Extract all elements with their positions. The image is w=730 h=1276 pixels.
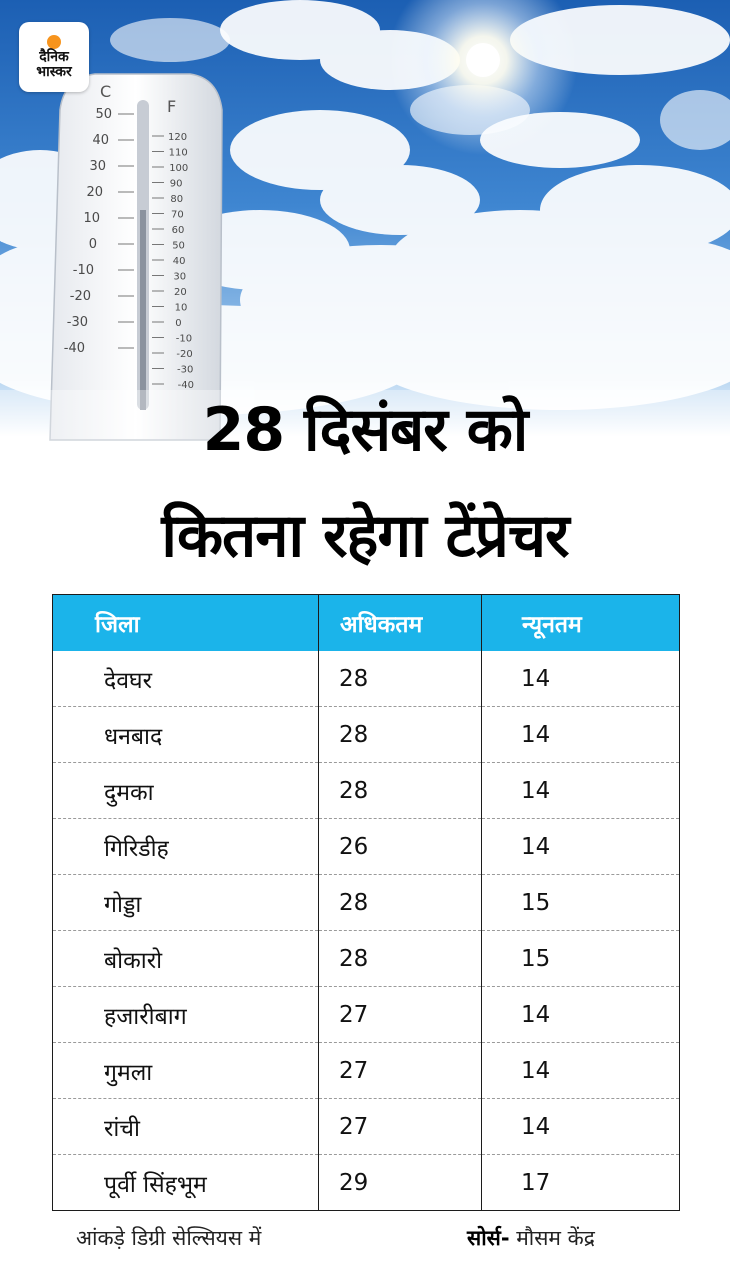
table-row <box>53 651 680 707</box>
min-temp-cell: 14 <box>482 763 680 819</box>
min-temp-cell: 14 <box>482 707 680 763</box>
table-row <box>53 1155 680 1211</box>
min-temp-cell: 15 <box>482 931 680 987</box>
temperature-table <box>52 594 680 1211</box>
table-row <box>53 707 680 763</box>
logo-line2: भास्कर <box>36 63 72 80</box>
fahrenheit-tick-label: -20 <box>176 349 193 360</box>
min-temp-cell: 14 <box>482 819 680 875</box>
headline-line1: 28 दिसंबर को <box>202 395 528 465</box>
celsius-tick-label: -30 <box>66 315 88 330</box>
max-temp-cell: 28 <box>319 707 482 763</box>
max-temp-cell: 28 <box>319 651 482 707</box>
district-cell: बोकारो <box>53 931 319 987</box>
fahrenheit-tick-label: 90 <box>169 178 183 190</box>
table-row <box>53 1099 680 1155</box>
header-district: जिला <box>53 595 319 652</box>
source-note <box>467 1224 595 1252</box>
celsius-tick-label: 20 <box>86 185 103 200</box>
fahrenheit-tick-label: -40 <box>177 380 194 391</box>
fahrenheit-tick-label: -10 <box>175 333 193 345</box>
celsius-tick-label: -10 <box>72 263 94 278</box>
celsius-tick-label: 10 <box>83 211 100 226</box>
max-temp-cell: 27 <box>319 987 482 1043</box>
fahrenheit-tick-label: 0 <box>175 318 182 329</box>
max-temp-cell: 27 <box>319 1099 482 1155</box>
celsius-unit: C <box>100 82 112 101</box>
celsius-tick-label: -40 <box>63 341 85 356</box>
district-cell: दुमका <box>53 763 319 819</box>
celsius-tick-label: -20 <box>69 289 91 304</box>
fahrenheit-tick-label: 10 <box>174 302 188 314</box>
fahrenheit-tick-label: -30 <box>177 364 194 376</box>
min-temp-cell: 14 <box>482 1043 680 1099</box>
max-temp-cell: 28 <box>319 931 482 987</box>
logo-line1: दैनिक <box>39 48 69 65</box>
logo-dot-icon <box>47 35 61 49</box>
fahrenheit-tick-label: 50 <box>172 240 185 252</box>
max-temp-cell: 28 <box>319 875 482 931</box>
district-cell: पूर्वी सिंहभूम <box>53 1155 319 1211</box>
fahrenheit-tick-label: 110 <box>168 147 188 159</box>
min-temp-cell: 14 <box>482 987 680 1043</box>
max-temp-cell: 26 <box>319 819 482 875</box>
celsius-tick-label: 40 <box>92 133 109 148</box>
source-label: सोर्स- <box>467 1226 510 1250</box>
fahrenheit-tick-label: 120 <box>168 132 188 143</box>
fahrenheit-unit: F <box>167 97 177 116</box>
max-temp-cell: 27 <box>319 1043 482 1099</box>
source-value: मौसम केंद्र <box>509 1226 595 1250</box>
table-row <box>53 1043 680 1099</box>
fahrenheit-tick-label: 70 <box>171 209 184 221</box>
fahrenheit-tick-label: 80 <box>170 194 184 205</box>
table-row <box>53 819 680 875</box>
fahrenheit-tick-label: 100 <box>169 163 189 174</box>
fahrenheit-tick-label: 20 <box>174 287 187 298</box>
unit-note: आंकड़े डिग्री सेल्सियस में <box>76 1226 262 1250</box>
district-cell: देवघर <box>53 651 319 707</box>
district-cell: गिरिडीह <box>53 819 319 875</box>
district-cell: रांची <box>53 1099 319 1155</box>
table-row <box>53 875 680 931</box>
celsius-tick-label: 50 <box>95 107 112 122</box>
district-cell: धनबाद <box>53 707 319 763</box>
min-temp-cell: 14 <box>482 651 680 707</box>
headline-line2: कितना रहेगा टेंप्रेचर <box>161 501 569 571</box>
fahrenheit-tick-label: 60 <box>171 225 185 236</box>
district-cell: हजारीबाग <box>53 987 319 1043</box>
min-temp-cell: 15 <box>482 875 680 931</box>
table-row <box>53 763 680 819</box>
district-cell: गुमला <box>53 1043 319 1099</box>
dainik-bhaskar-logo[interactable] <box>19 22 89 92</box>
min-temp-cell: 17 <box>521 1169 551 1196</box>
min-temp-cell: 14 <box>482 1099 680 1155</box>
district-cell: गोड्डा <box>53 875 319 931</box>
table-row <box>53 931 680 987</box>
fahrenheit-tick-label: 40 <box>172 256 186 267</box>
header-min: न्यूनतम <box>482 595 680 652</box>
fahrenheit-tick-label: 30 <box>173 271 187 283</box>
table-header-row <box>53 595 680 652</box>
header-max: अधिकतम <box>319 595 482 652</box>
celsius-tick-label: 0 <box>88 237 97 252</box>
table-row <box>53 987 680 1043</box>
celsius-tick-label: 30 <box>89 159 106 174</box>
thermometer <box>50 74 222 440</box>
max-temp-cell: 29 <box>319 1155 482 1211</box>
max-temp-cell: 28 <box>319 763 482 819</box>
